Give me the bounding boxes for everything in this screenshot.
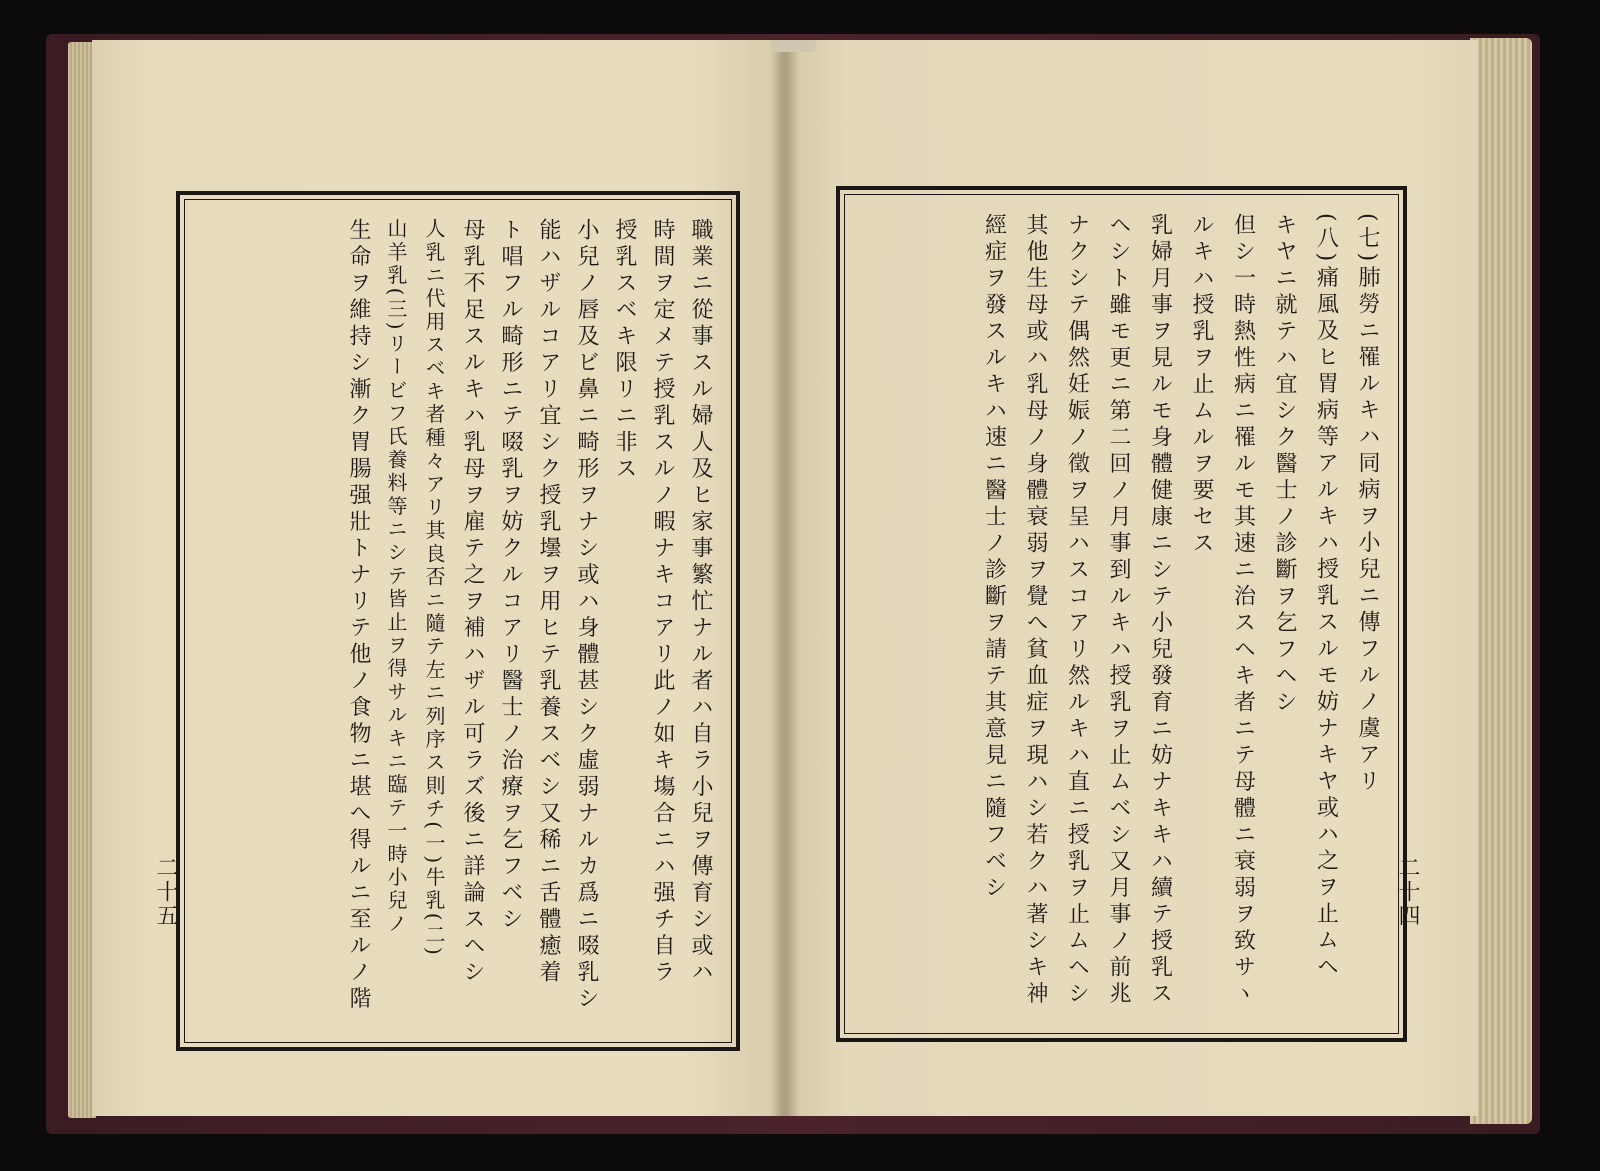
right-text-frame-inner <box>844 194 1399 1034</box>
text-column: 能ハザルコアリ宜シク授乳壜ヲ用ヒテ乳養スベシ又稀ニ舌體癒着 <box>536 218 561 987</box>
text-column: ト唱フル畸形ニテ啜乳ヲ妨クルコアリ醫士ノ治療ヲ乞フベシ <box>498 218 523 934</box>
left-text-frame <box>176 191 740 1051</box>
left-text-columns <box>199 218 717 1030</box>
text-column: 但シ一時熱性病ニ罹ルモ其速ニ治スヘキ者ニテ母體ニ衰弱ヲ致サヽ <box>1230 213 1256 1008</box>
text-column: ナクシテ偶然妊娠ノ徵ヲ呈ハスコアリ然ルキハ直ニ授乳ヲ止ムヘシ <box>1064 213 1090 1008</box>
text-column: (八)痛風及ヒ胃病等アルキハ授乳スルモ妨ナキヤ或ハ之ヲ止ムヘ <box>1313 213 1339 982</box>
text-column: 生命ヲ維持シ漸ク胃腸强壯トナリテ他ノ食物ニ堪へ得ルニ至ルノ階 <box>346 218 371 1013</box>
binding-thread <box>772 40 816 52</box>
text-column: 經症ヲ發スルキハ速ニ醫士ノ診斷ヲ請テ其意見ニ隨フベシ <box>981 213 1007 902</box>
text-column: 人乳ニ代用スベキ者種々アリ其良否ニ隨テ左ニ列序ス則チ(一)牛乳(二) <box>422 218 446 959</box>
right-page-number: 二十四 <box>1395 856 1420 928</box>
text-column: (七)肺勞ニ罹ルキハ同病ヲ小兒ニ傳フルノ虞アリ <box>1355 213 1380 796</box>
text-column: 小兒ノ唇及ビ鼻ニ畸形ヲナシ或ハ身體甚シク虛弱ナルカ爲ニ啜乳シ <box>574 218 599 1013</box>
text-column: ルキハ授乳ヲ止ムルヲ要セス <box>1189 213 1214 558</box>
left-text-frame-inner <box>184 199 732 1043</box>
right-text-columns <box>859 213 1384 1021</box>
text-column: 時間ヲ定メテ授乳スルノ暇ナキコアリ此ノ如キ塲合ニハ强チ自ラ <box>650 218 675 987</box>
text-column: 職業ニ從事スル婦人及ヒ家事繁忙ナル者ハ自ラ小兒ヲ傳育シ或ハ <box>688 218 713 987</box>
text-column: キヤニ就テハ宜シク醫士ノ診斷ヲ乞フヘシ <box>1272 213 1297 717</box>
text-column: 山羊乳(三)リービフ氏養料等ニシテ皆止ヲ得サルキニ臨テ一時小兒ノ <box>384 218 408 937</box>
text-column: 其他生母或ハ乳母ノ身體衰弱ヲ覺へ貧血症ヲ現ハシ若クハ著シキ神 <box>1023 213 1048 1008</box>
text-column: ヘシト雖モ更ニ第二回ノ月事到ルキハ授乳ヲ止ムベシ又月事ノ前兆 <box>1106 213 1131 1008</box>
book-spine-gutter <box>770 40 800 1116</box>
page-edges-right <box>1470 38 1532 1124</box>
text-column: 乳婦月事ヲ見ルモ身體健康ニシテ小兒發育ニ妨ナキキハ續テ授乳ス <box>1147 213 1173 1008</box>
text-column: 授乳スベキ限リニ非ス <box>612 218 637 483</box>
right-text-frame <box>836 186 1407 1042</box>
left-page-number: 二十五 <box>153 856 178 928</box>
text-column: 母乳不足スルキハ乳母ヲ雇テ之ヲ補ハザル可ラズ後ニ詳論スヘシ <box>460 218 485 987</box>
